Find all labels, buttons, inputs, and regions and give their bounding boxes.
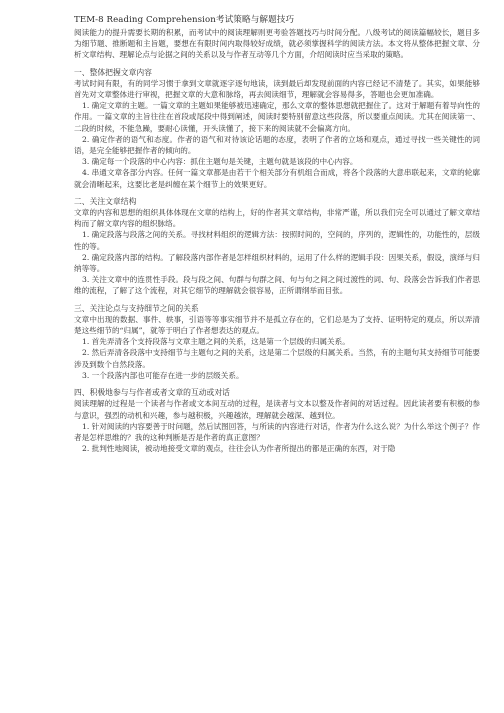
list-item: 3. 关注文章中的连贯性手段。段与段之间、句群与句群之间、句与句之间之间过渡性的词、句、段落会告诉我们作者思维的流程，了解了这个流程，对其它细节的理解就会很容易，正所谓纲举而目张。: [74, 275, 480, 296]
list-item: 1. 确定文章的主题。一篇文章的主题如果能够被迅速确定，那么文章的整体思想就把握住了。这对于解题有着导向性的作用。一篇文章的主旨往往在首段或尾段中得到阐述，阅读时要特别留意这些段落，所以要重点阅读。尤其在阅读第一、二段的时候，不能急躁，要耐心读懂，开头读懂了，接下来的阅读就不会偏离方向。: [74, 101, 480, 133]
list-item: 1. 确定段落与段落之间的关系。寻找材料组织的逻辑方法：按照时间的，空间的，序列的，逻辑性的，功能性的，层级性的等。: [74, 230, 480, 251]
intro-paragraph: 阅读能力的提升需要长期的积累，而考试中的阅读理解则更考验答题技巧与时间分配。八级考试的阅读篇幅较长，题目多为细节题、推断题和主旨题，要想在有限时间内取得较好成绩，就必须掌握科学的阅读方法。本文将从整体把握文章、分析文章结构、理解论点与论据之间的关系以及与作者互动等几个方面，介绍阅读时应当采取的策略。: [74, 28, 480, 60]
list-item: 1. 首先弄清各个支持段落与文章主题之间的关系，这是第一个层级的归属关系。: [82, 337, 350, 347]
document-title: TEM-8 Reading Comprehension考试策略与解题技巧: [74, 15, 295, 25]
section-2: [74, 196, 480, 297]
section-4: [74, 387, 480, 454]
section-heading: 四、积极地参与与作者或者文章的互动或对话: [74, 388, 230, 398]
list-item: 2. 然后弄清各段落中支持细节与主题句之间的关系，这是第二个层级的归属关系。当然，有的主题句其支持细节可能要涉及到数个自然段落。: [74, 348, 480, 369]
section-intro: 文章的内容和思想的组织具体体现在文章的结构上，好的作者其文章结构，非常严谨，所以我们完全可以通过了解文章结构而了解文章内容的组织脉络。: [74, 208, 480, 229]
section-3: [74, 303, 480, 381]
list-item: 2. 确定段落内部的结构。了解段落内部作者是怎样组织材料的，运用了什么样的逻辑手段：因果关系，假设，演绎与归纳等等。: [74, 252, 480, 274]
section-intro: 考试时间有限，有的同学习惯于拿到文章就逐字逐句地读，读到最后却发现前面的内容已经记不清楚了。其实，如果能够首先对文章整体进行审视，把握文章的大意和脉络，再去阅读细节，理解就会容易得多，答题也会更加准确。: [74, 78, 480, 100]
section-heading: 二、关注文章结构: [74, 196, 137, 206]
list-item: 4. 串通文章各部分内容。任何一篇文章都是由若干个相关部分有机组合而成，将各个段落的大意串联起来，文章的轮廓就会清晰起来，这要比老是纠缠在某个细节上的效果更好。: [74, 168, 480, 189]
list-item: 3. 确定每一个段落的中心内容：抓住主题句是关键，主题句就是该段的中心内容。: [82, 157, 358, 167]
list-item: 3. 一个段落内部也可能存在进一步的层级关系。: [82, 370, 244, 380]
section-intro: 文章中出现的数据、事件、轶事，引语等等事实细节并不是孤立存在的，它们总是为了支持、证明特定的观点，所以弄清楚这些细节的“归属”，就等于明白了作者想表达的观点。: [74, 314, 480, 336]
section-intro: 阅读理解的过程是一个读者与作者或文本间互动的过程，是读者与文本以整及作者间的对话过程。因此读者要有积极的参与意识，强烈的动机和兴趣，参与越积极，兴趣越浓，理解就会越深、越到位。: [74, 399, 480, 420]
list-item: 2. 确定作者的语气和态度。作者的语气和对待该论话题的态度，表明了作者的立场和观点，通过寻找一些关键性的词语，是完全能够把握作者的倾向的。: [74, 134, 480, 156]
section-heading: 三、关注论点与支持细节之间的关系: [74, 303, 199, 313]
section-heading: 一、整体把握文章内容: [74, 67, 152, 77]
list-item: 1. 针对阅读的内容要善于时问题，然后试图回答，与所读的内容进行对话，作者为什么这么说？为什么举这个例子？作者是怎样思维的？我的这种判断是否是作者的真正意图？: [74, 421, 480, 442]
list-item: 2. 批判性地阅读，被动地接受文章的观点，往往会认为作者所提出的都是正确的东西，对于隐: [82, 444, 396, 454]
section-1: [74, 67, 480, 190]
